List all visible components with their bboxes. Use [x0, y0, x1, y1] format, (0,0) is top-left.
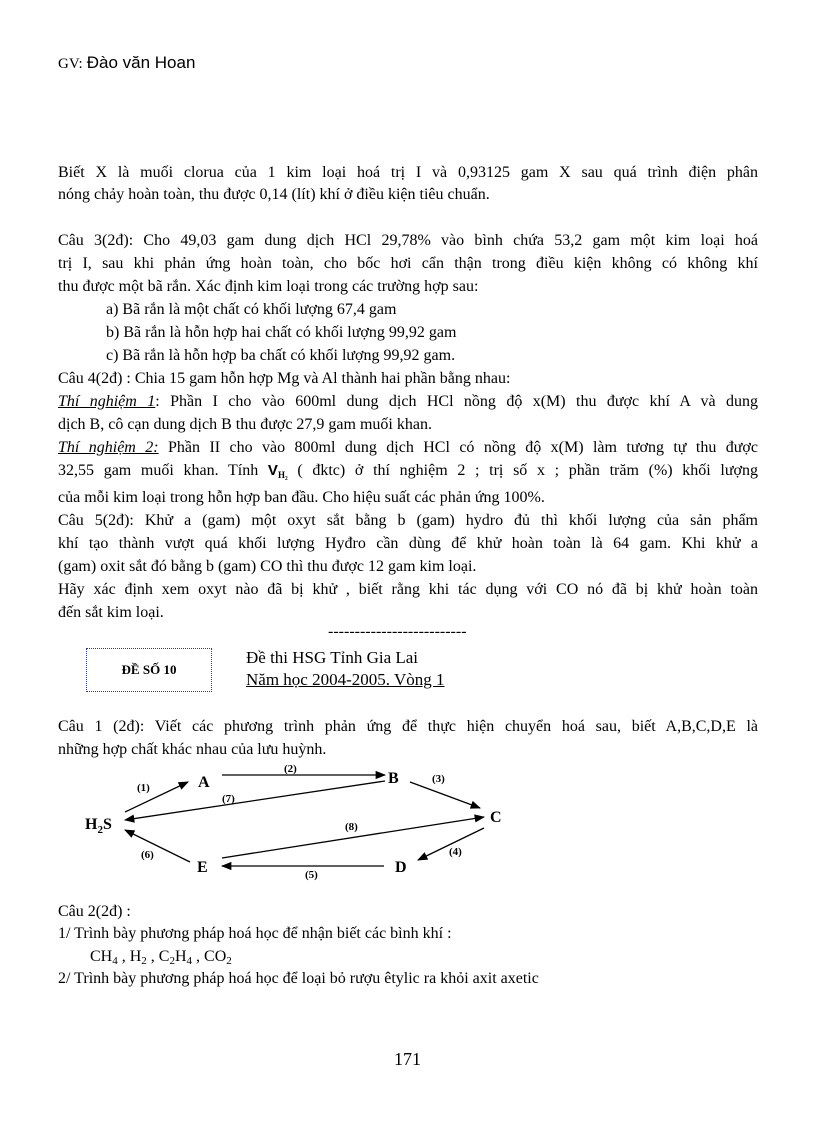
label-8: (8): [345, 821, 358, 833]
cau4-tn2-line-3: của mỗi kim loại trong hỗn hợp ban đầu. Cho hiệu suất các phản ứng 100%.: [58, 489, 545, 506]
q1-line-2: những hợp chất khác nhau của lưu huỳnh.: [58, 741, 327, 758]
label-4: (4): [449, 846, 462, 858]
q2-title: Câu 2(2đ) :: [58, 903, 131, 920]
arrow-3: [410, 782, 480, 808]
cau4-tn1-line-2: dịch B, cô cạn dung dịch B thu được 27,9 gam muối khan.: [58, 416, 432, 433]
cau3-item-a: a) Bã rắn là một chất có khối lượng 67,4 gam: [106, 301, 397, 318]
node-c: C: [490, 809, 502, 826]
tn2-rest: Phần II cho vào 800ml dung dịch HCl có nồng độ x(M) làm tương tự thu được: [158, 439, 758, 456]
tn1-label: Thí nghiệm 1: [58, 393, 156, 410]
node-d: D: [395, 859, 407, 876]
tn2-line2-b: ( đktc) ở thí nghiệm 2 ; trị số x ; phần trăm (%) khối lượng: [287, 462, 759, 479]
label-2: (2): [284, 763, 297, 775]
cau3-item-c: c) Bã rắn là hỗn hợp ba chất có khối lượng 99,92 gam.: [106, 347, 456, 364]
gv-label: GV:: [58, 56, 83, 72]
node-e: E: [197, 859, 208, 876]
cau3-line-1: Câu 3(2đ): Cho 49,03 gam dung dịch HCl 29,78% vào bình chứa 53,2 gam một kim loại hoá: [58, 232, 758, 249]
tn2-label: Thí nghiệm 2:: [58, 439, 159, 456]
cau5-line-1: Câu 5(2đ): Khử a (gam) một oxyt sắt bằng b (gam) hydro đủ thì khối lượng của sản phẩm: [58, 512, 758, 529]
section-divider: --------------------------: [328, 623, 467, 640]
tn1-rest: : Phần I cho vào 600ml dung dịch HCl nồng độ x(M) thu được khí A và dung: [155, 393, 759, 410]
cau4-intro: Câu 4(2đ) : Chia 15 gam hỗn hợp Mg và Al thành hai phần bằng nhau:: [58, 370, 511, 387]
cau5-line-3: (gam) oxit sắt đó bằng b (gam) CO thì thu được 12 gam kim loại.: [58, 558, 477, 575]
cau3-line-3: thu được một bã rắn. Xác định kim loại trong các trường hợp sau:: [58, 278, 479, 295]
para-x-line-2: nóng chảy hoàn toàn, thu được 0,14 (lít) khí ở điều kiện tiêu chuẩn.: [58, 186, 490, 203]
label-5: (5): [305, 869, 318, 881]
q1-line-1: Câu 1 (2đ): Viết các phương trình phản ứng để thực hiện chuyển hoá sau, biết A,B,C,D,E là: [58, 718, 758, 735]
cau5-line-2: khí tạo thành vượt quá khối lượng Hyđro cần dùng để khử hoàn toàn là 64 gam. Khi khử a: [58, 535, 758, 552]
exam-year: Năm học 2004-2005. Vòng 1: [246, 670, 445, 689]
exam-number-label: ĐỀ SỐ 10: [121, 662, 177, 677]
arrow-6: [125, 830, 190, 862]
teacher-name: Đào văn Hoan: [86, 53, 196, 72]
cau5-line-4: Hãy xác định xem oxyt nào đã bị khử , biết rằng khi tác dụng với CO nó đã bị khử hoàn toàn: [58, 581, 758, 598]
label-1: (1): [137, 782, 150, 794]
node-b: B: [388, 770, 399, 787]
exam-title: Đề thi HSG Tỉnh Gia Lai: [246, 648, 419, 667]
tn2-line2-a: 32,55 gam muối khan. Tính: [58, 462, 268, 479]
cau5-line-5: đến sắt kim loại.: [58, 604, 164, 621]
arrow-1: [125, 782, 188, 812]
cau3-item-b: b) Bã rắn là hỗn hợp hai chất có khối lượng 99,92 gam: [106, 324, 457, 341]
label-6: (6): [141, 849, 154, 861]
gas-ch4: $CH_4$ ,: [90, 948, 130, 967]
gas-c2h4: $C_2H_4$ ,: [158, 948, 205, 967]
arrow-7: [125, 781, 385, 820]
cau3-line-2: trị I, sau khi phản ứng hoàn toàn, cho bốc hơi cẩn thận trong điều kiện không có không khí: [58, 255, 758, 272]
page-number: 171: [394, 1049, 421, 1069]
q2-line-3: 2/ Trình bày phương pháp hoá học để loại bỏ rượu êtylic ra khỏi axit axetic: [58, 970, 539, 987]
q2-line-1: 1/ Trình bày phương pháp hoá học để nhận biết các bình khí :: [58, 925, 452, 942]
node-a: A: [198, 774, 210, 791]
gas-h2: $H_2$ ,: [129, 948, 159, 967]
v-symbol: V: [267, 462, 278, 479]
v-subscript: H₂: [277, 470, 288, 480]
label-3: (3): [432, 773, 445, 785]
node-h2s: $H_2S$: [85, 816, 112, 836]
para-x-line-1: Biết X là muối clorua của 1 kim loại hoá trị I và 0,93125 gam X sau quá trình điện phân: [58, 164, 758, 181]
gas-co2: $CO_2$: [204, 948, 232, 967]
label-7: (7): [222, 793, 235, 805]
